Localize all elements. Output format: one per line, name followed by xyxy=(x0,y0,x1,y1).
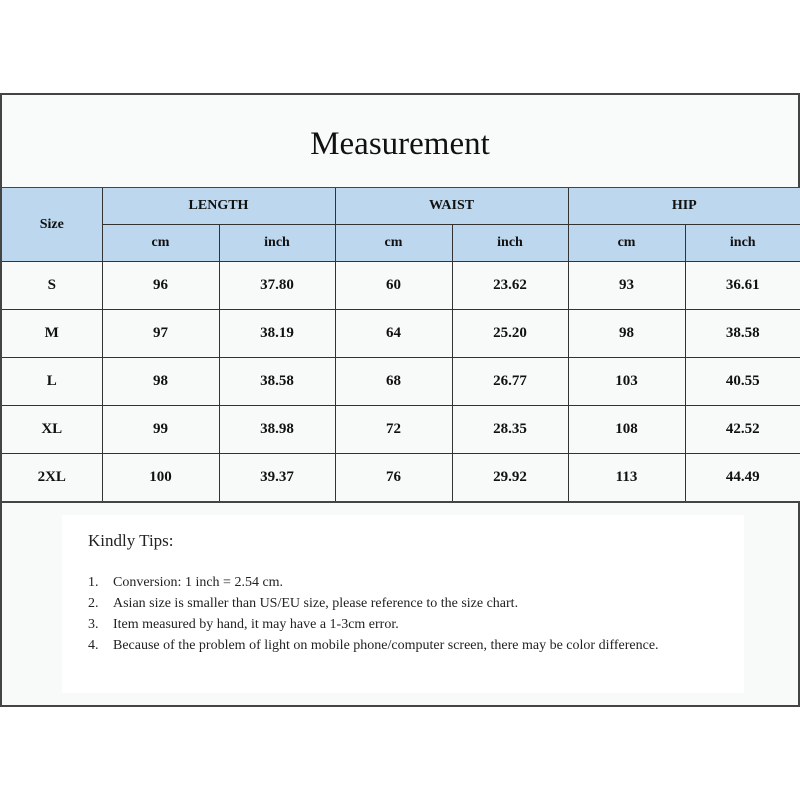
table-row xyxy=(2,358,800,406)
table-row xyxy=(2,262,800,310)
page-title: Measurement xyxy=(310,125,490,162)
tip-text: Because of the problem of light on mobile phone/computer screen, there may be color difference. xyxy=(113,638,659,653)
size-cell: L xyxy=(2,358,102,406)
tip-item xyxy=(88,593,688,614)
tip-text: Conversion: 1 inch = 2.54 cm. xyxy=(113,575,284,590)
hip-cm-cell: 103 xyxy=(568,358,685,406)
hip-inch-cell: 44.49 xyxy=(685,454,800,503)
tip-item xyxy=(88,572,688,593)
length-cm-cell: 99 xyxy=(102,406,219,454)
header-hip: HIP xyxy=(568,188,800,225)
length-cm-cell: 100 xyxy=(102,454,219,503)
header-waist-cm: cm xyxy=(335,225,452,262)
waist-cm-cell: 64 xyxy=(335,310,452,358)
tip-number: 3. xyxy=(88,617,99,632)
table-row xyxy=(2,454,800,503)
waist-inch-cell: 23.62 xyxy=(452,262,568,310)
length-cm-cell: 96 xyxy=(102,262,219,310)
size-cell: S xyxy=(2,262,102,310)
waist-cm-cell: 60 xyxy=(335,262,452,310)
tips-list xyxy=(88,572,688,656)
hip-cm-cell: 93 xyxy=(568,262,685,310)
waist-inch-cell: 26.77 xyxy=(452,358,568,406)
header-waist: WAIST xyxy=(335,188,568,225)
tip-number: 2. xyxy=(88,596,99,611)
waist-cm-cell: 68 xyxy=(335,358,452,406)
tip-item xyxy=(88,614,688,635)
header-length: LENGTH xyxy=(102,188,335,225)
title-band xyxy=(2,95,798,189)
hip-inch-cell: 36.61 xyxy=(685,262,800,310)
header-size: Size xyxy=(2,188,102,262)
header-unit-row xyxy=(2,225,800,262)
tip-number: 4. xyxy=(88,638,99,653)
length-inch-cell: 39.37 xyxy=(219,454,335,503)
header-length-inch: inch xyxy=(219,225,335,262)
hip-cm-cell: 108 xyxy=(568,406,685,454)
waist-inch-cell: 28.35 xyxy=(452,406,568,454)
tips-title: Kindly Tips: xyxy=(88,531,174,550)
table-row xyxy=(2,406,800,454)
length-inch-cell: 37.80 xyxy=(219,262,335,310)
tip-item xyxy=(88,635,688,656)
size-table xyxy=(2,188,800,503)
tip-text: Asian size is smaller than US/EU size, please reference to the size chart. xyxy=(113,596,519,611)
table-row xyxy=(2,310,800,358)
length-inch-cell: 38.19 xyxy=(219,310,335,358)
header-hip-inch: inch xyxy=(685,225,800,262)
hip-cm-cell: 98 xyxy=(568,310,685,358)
waist-cm-cell: 76 xyxy=(335,454,452,503)
waist-inch-cell: 25.20 xyxy=(452,310,568,358)
length-inch-cell: 38.58 xyxy=(219,358,335,406)
hip-inch-cell: 42.52 xyxy=(685,406,800,454)
length-cm-cell: 98 xyxy=(102,358,219,406)
hip-inch-cell: 38.58 xyxy=(685,310,800,358)
tip-text: Item measured by hand, it may have a 1-3cm error. xyxy=(113,617,399,632)
length-inch-cell: 38.98 xyxy=(219,406,335,454)
size-cell: M xyxy=(2,310,102,358)
hip-cm-cell: 113 xyxy=(568,454,685,503)
length-cm-cell: 97 xyxy=(102,310,219,358)
header-waist-inch: inch xyxy=(452,225,568,262)
header-group-row xyxy=(2,188,800,225)
hip-inch-cell: 40.55 xyxy=(685,358,800,406)
header-length-cm: cm xyxy=(102,225,219,262)
size-cell: XL xyxy=(2,406,102,454)
tip-number: 1. xyxy=(88,575,99,590)
header-hip-cm: cm xyxy=(568,225,685,262)
waist-inch-cell: 29.92 xyxy=(452,454,568,503)
waist-cm-cell: 72 xyxy=(335,406,452,454)
size-chart-frame xyxy=(0,93,800,707)
size-cell: 2XL xyxy=(2,454,102,503)
tips-panel xyxy=(62,515,744,693)
